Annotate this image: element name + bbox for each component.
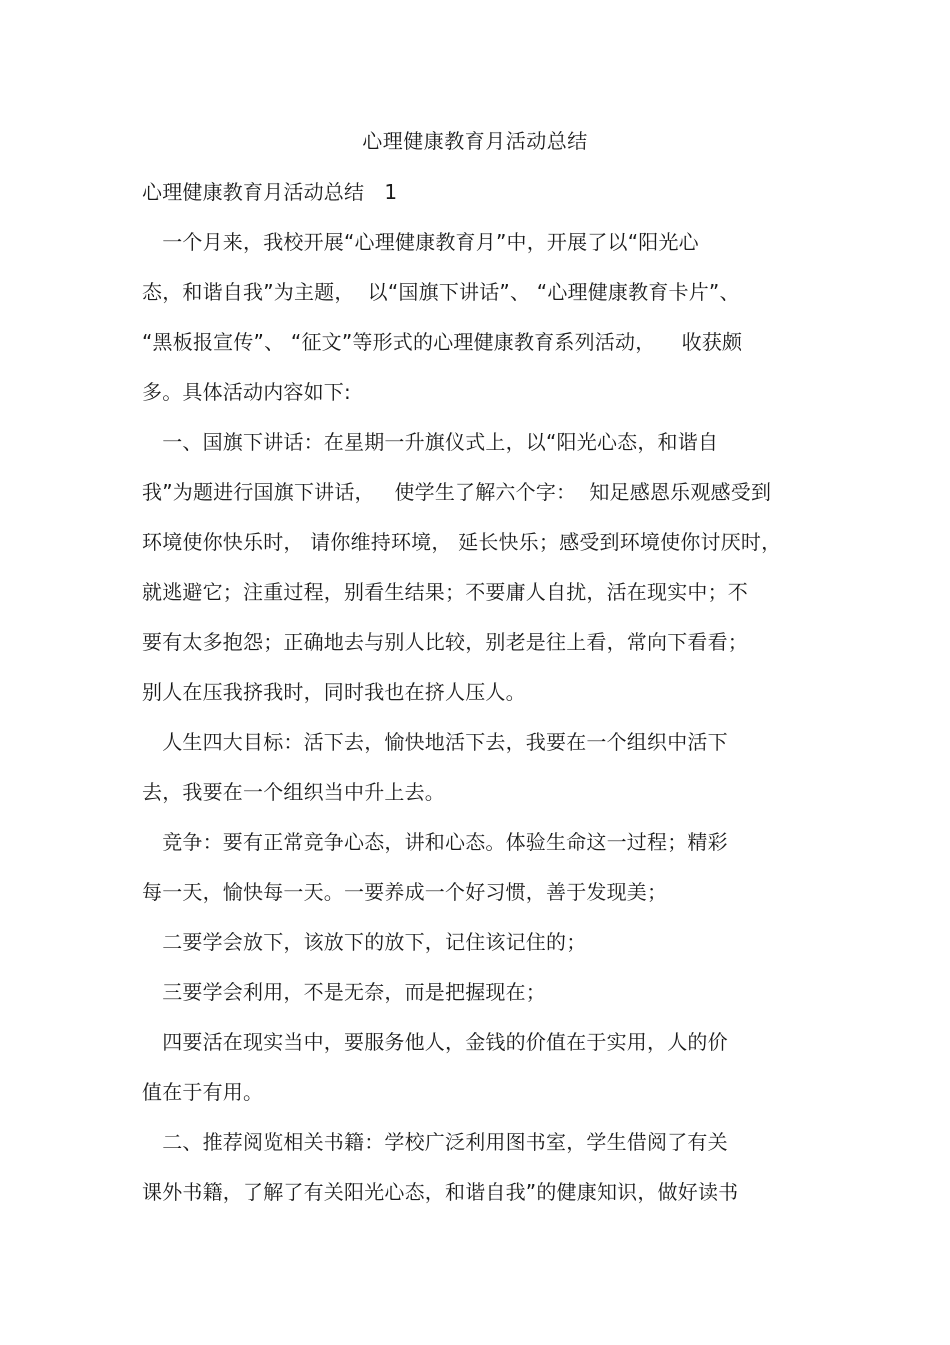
paragraph-line: 一、国旗下讲话：在星期一升旗仪式上，以“阳光心态，和谐自 [142, 430, 719, 454]
paragraph-line: “黑板报宣传”、 “征文”等形式的心理健康教育系列活动， 收获颇 [142, 330, 743, 354]
paragraph-line: 去，我要在一个组织当中升上去。 [142, 780, 445, 804]
document-subtitle: 心理健康教育月活动总结 1 [142, 180, 398, 204]
paragraph-line: 我”为题进行国旗下讲话， 使学生了解六个字： 知足感恩乐观感受到 [142, 480, 772, 504]
paragraph-line: 值在于有用。 [142, 1080, 264, 1104]
paragraph-line: 要有太多抱怨；正确地去与别人比较，别老是往上看，常向下看看； [142, 630, 748, 654]
document-title: 心理健康教育月活动总结 [362, 129, 588, 153]
paragraph-line: 环境使你快乐时， 请你维持环境， 延长快乐；感受到环境使你讨厌时， [142, 530, 782, 554]
paragraph-line: 课外书籍，了解了有关阳光心态，和谐自我”的健康知识，做好读书 [142, 1180, 739, 1204]
paragraph-line: 态，和谐自我”为主题， 以“国旗下讲话”、 “心理健康教育卡片”、 [142, 280, 740, 304]
paragraph-line: 别人在压我挤我时，同时我也在挤人压人。 [142, 680, 526, 704]
paragraph-line: 四要活在现实当中，要服务他人，金钱的价值在于实用，人的价 [142, 1030, 728, 1054]
paragraph-line: 每一天，愉快每一天。一要养成一个好习惯，善于发现美； [142, 880, 668, 904]
paragraph-line: 竞争：要有正常竞争心态，讲和心态。体验生命这一过程；精彩 [142, 830, 728, 854]
paragraph-line: 一个月来，我校开展“心理健康教育月”中，开展了以“阳光心 [142, 230, 699, 254]
paragraph-line: 二要学会放下，该放下的放下，记住该记住的； [142, 930, 587, 954]
paragraph-line: 二、推荐阅览相关书籍：学校广泛利用图书室，学生借阅了有关 [142, 1130, 728, 1154]
paragraph-line: 多。具体活动内容如下: [142, 380, 351, 404]
paragraph-line: 人生四大目标：活下去，愉快地活下去，我要在一个组织中活下 [142, 730, 728, 754]
paragraph-line: 三要学会利用，不是无奈，而是把握现在； [142, 980, 546, 1004]
paragraph-line: 就逃避它；注重过程，别看生结果；不要庸人自扰，活在现实中；不 [142, 580, 748, 604]
